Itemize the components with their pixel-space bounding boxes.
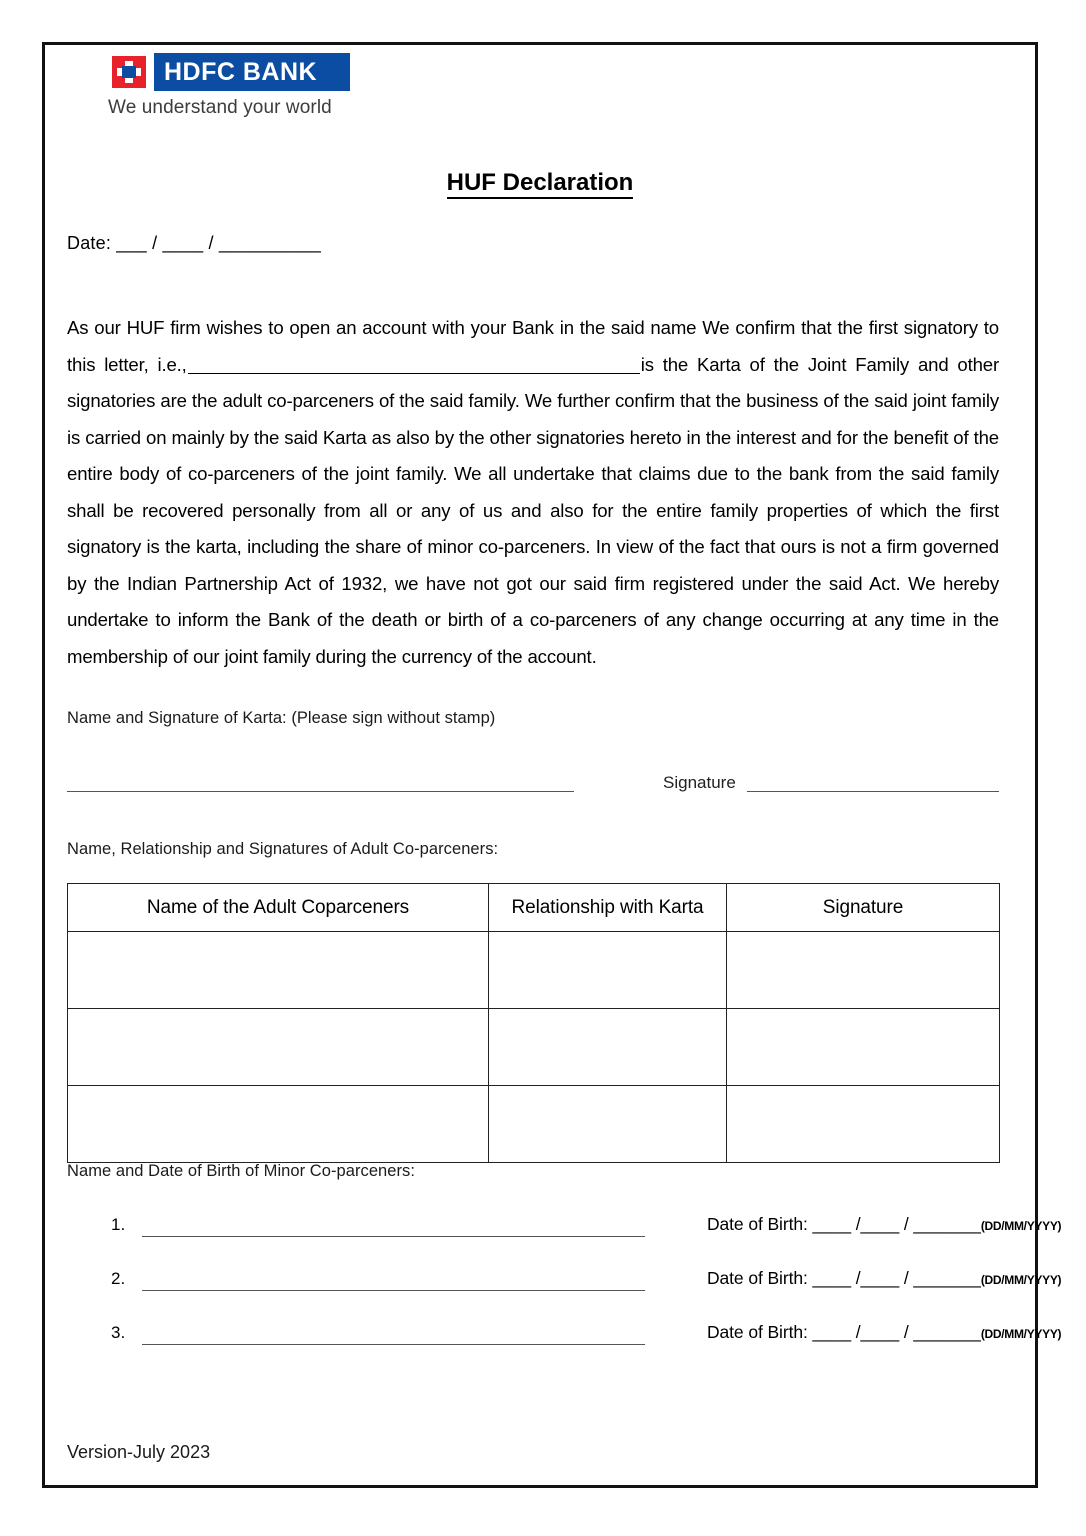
karta-signature-row (67, 773, 999, 799)
list-item (67, 1205, 1062, 1259)
minor-name-input[interactable] (142, 1344, 645, 1345)
list-item (67, 1259, 1062, 1313)
declaration-text-part1: As our HUF firm wishes to open an account with your Bank in the said name We confirm that the first signatory to this letter, i.e., (67, 317, 999, 375)
declaration-text-part2: is the Karta of the Joint Family and other signatories are the adult co-parceners of the said family. We further confirm that the business of the said joint family is carried on mainly by the said Karta as also by the other signatories hereto in the interest and for the benefit of the entire body of co-parceners of the joint family. We all undertake that claims due to the bank from the said family shall be recovered personally from all or any of us and also for the entire family properties of which the first signatory is the karta, including the share of minor co-parceners. In view of the fact that ours is not a firm governed by the Indian Partnership Act of 1932, we have not got our said firm registered under the said Act. We hereby undertake to inform the Bank of the death or birth of a co-parceners of any change occurring at any time in the membership of our joint family during the currency of the account. (67, 353, 1000, 667)
minor-dob-field[interactable] (707, 1268, 1061, 1289)
minor-item-number: 2. (111, 1269, 126, 1288)
minor-dob-field[interactable] (707, 1322, 1061, 1343)
logo-lockup (108, 53, 350, 91)
cell-name[interactable] (68, 1009, 489, 1086)
cell-signature[interactable] (727, 932, 1000, 1009)
karta-signature-input[interactable] (747, 791, 999, 792)
hdfc-bank-logo (108, 53, 408, 119)
cell-relationship[interactable] (489, 932, 727, 1009)
date-label: Date: (67, 233, 112, 253)
minor-coparceners-list (67, 1205, 1062, 1367)
coparcener-section-label: Name, Relationship and Signatures of Adult Co-parceners: (67, 840, 499, 858)
document-page (42, 42, 1062, 1488)
hdfc-emblem-icon (108, 53, 154, 91)
table-header-row (68, 884, 1000, 932)
minor-dob-format-hint: (DD/MM/YYYY) (980, 1273, 1062, 1287)
table-row (68, 932, 1000, 1009)
adult-coparceners-table (67, 883, 1000, 1163)
list-item (67, 1313, 1062, 1367)
brand-tagline: We understand your world (108, 97, 332, 118)
minor-name-input[interactable] (142, 1236, 645, 1237)
brand-name: HDFC BANK (154, 53, 350, 91)
page-content (45, 45, 1062, 1485)
column-header-relationship: Relationship with Karta (489, 884, 727, 932)
minor-dob-label: Date of Birth: (707, 1214, 808, 1234)
karta-section-label: Name and Signature of Karta: (Please sign without stamp) (67, 709, 496, 727)
date-blanks[interactable]: ___ / ____ / __________ (116, 233, 322, 253)
column-header-name: Name of the Adult Coparceners (68, 884, 489, 932)
minor-item-number: 1. (111, 1215, 126, 1234)
minor-dob-blanks[interactable]: ____ /____ / _______ (812, 1268, 981, 1288)
minor-dob-label: Date of Birth: (707, 1322, 808, 1342)
karta-name-inline-blank[interactable] (188, 373, 640, 374)
minor-dob-blanks[interactable]: ____ /____ / _______ (812, 1214, 981, 1234)
cell-relationship[interactable] (489, 1009, 727, 1086)
cell-relationship[interactable] (489, 1086, 727, 1163)
declaration-paragraph (67, 310, 999, 675)
cell-signature[interactable] (727, 1086, 1000, 1163)
page-title (45, 169, 1035, 197)
minor-dob-field[interactable] (707, 1214, 1061, 1235)
karta-name-input[interactable] (67, 791, 574, 792)
table-row (68, 1009, 1000, 1086)
cell-signature[interactable] (727, 1009, 1000, 1086)
date-field[interactable] (67, 233, 321, 254)
minor-name-input[interactable] (142, 1290, 645, 1291)
column-header-signature: Signature (727, 884, 1000, 932)
minor-section-label: Name and Date of Birth of Minor Co-parceners: (67, 1162, 415, 1180)
minor-dob-blanks[interactable]: ____ /____ / _______ (812, 1322, 981, 1342)
minor-dob-label: Date of Birth: (707, 1268, 808, 1288)
page-title-text: HUF Declaration (447, 169, 634, 199)
minor-item-number: 3. (111, 1323, 126, 1342)
table-row (68, 1086, 1000, 1163)
karta-signature-label: Signature (663, 773, 736, 792)
minor-dob-format-hint: (DD/MM/YYYY) (980, 1219, 1062, 1233)
cell-name[interactable] (68, 932, 489, 1009)
minor-dob-format-hint: (DD/MM/YYYY) (980, 1327, 1062, 1341)
cell-name[interactable] (68, 1086, 489, 1163)
version-note: Version-July 2023 (67, 1442, 211, 1462)
